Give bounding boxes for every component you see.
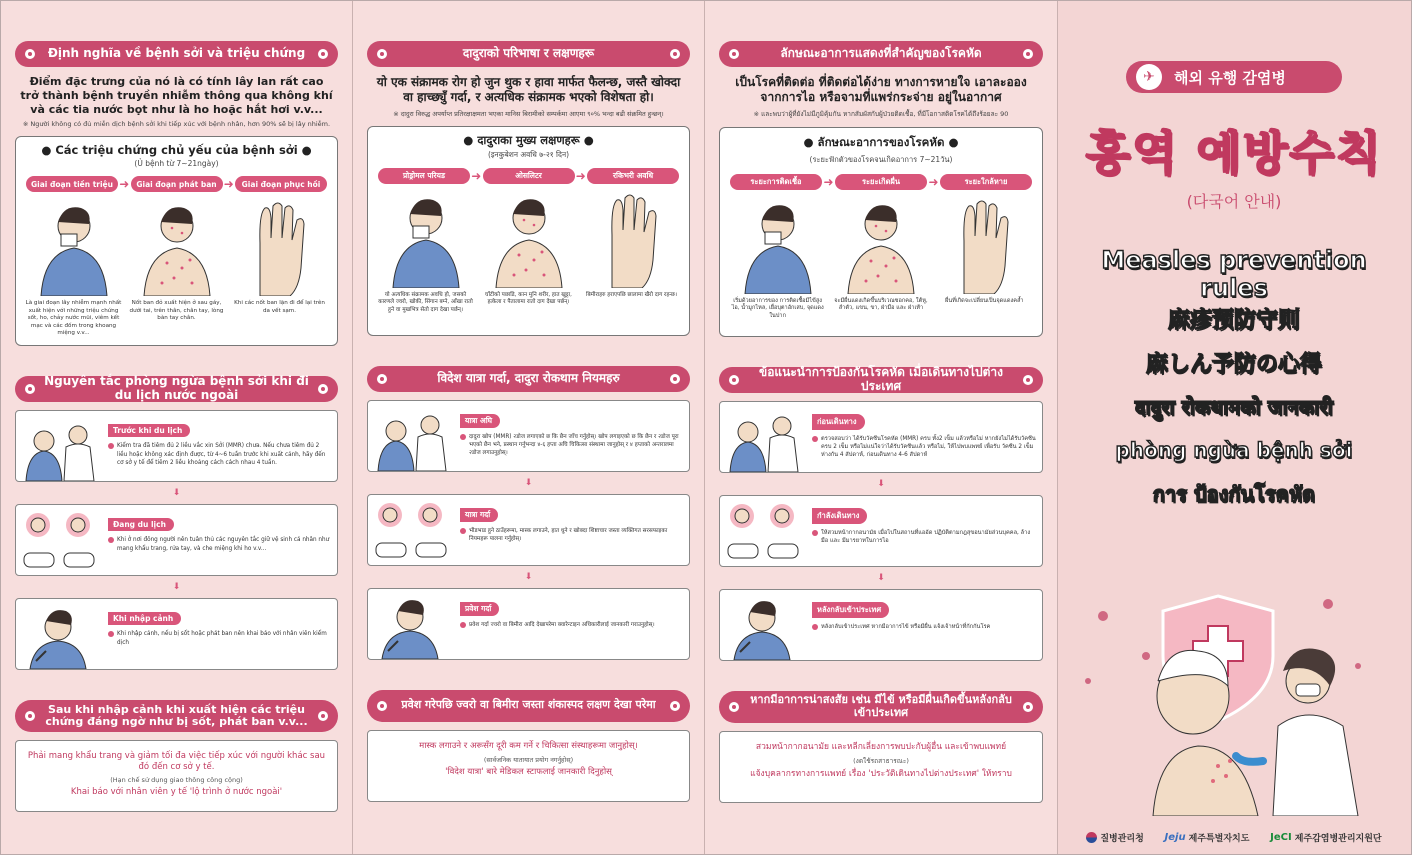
phase-label: ระยะเกิดผื่น: [835, 174, 927, 190]
step-during-travel: [367, 494, 690, 566]
step-during-travel: [15, 504, 338, 576]
symptom-caption: घाँटीको पछाडि, कान मुनि शरीर, हात खुट्टा, हत्केला र पैतालामा रातो दाग देखा पर्छन्।: [485, 291, 572, 306]
symptom-card: [367, 126, 690, 336]
phase-label: Giai đoạn phát ban: [131, 176, 223, 192]
hygiene-icon: [16, 505, 102, 575]
arrow-down-icon: ⬇: [172, 488, 181, 499]
step-on-arrival: [15, 598, 338, 670]
step-before-travel: [15, 410, 338, 482]
phase-row: [726, 174, 1036, 190]
hygiene-icon: [720, 496, 806, 566]
arrow-down-icon: ⬇: [877, 478, 885, 489]
definition-text: เป็นโรคที่ติดต่อ ที่ติดต่อได้ง่าย ทางการหายใจ เอาละออง จากการไอ หรือจามที่แพร่กระจ่าย อยู่ในอากาศ: [735, 75, 1027, 105]
dot-icon: [1023, 702, 1033, 712]
symptom-figures: [726, 196, 1036, 294]
step-during-travel: [719, 495, 1043, 567]
rash-person-illustration: [132, 198, 222, 296]
dot-icon: [729, 702, 739, 712]
symptom-caption: बिमीराहरु हराएपछि छालामा खैरो दाग रहन्छ।: [586, 291, 677, 298]
definition-heading: दादुराको परिभाषा र लक्षणहरू: [367, 41, 690, 67]
step-tag: यात्रा गर्दा: [460, 508, 498, 522]
symptom-caption: เริ่มด้วยอาการของ การติดเชื้อมีไข้สูง ไอ, น้ำมูกไหล, เยื่อบุตาอักเสบ, จุดแดงในปาก: [731, 297, 824, 319]
symptom-captions: [22, 300, 331, 338]
step-tag: प्रवेश गर्दा: [460, 602, 499, 616]
cover-language-thai: การ ป้องกันโรคหัด: [1152, 482, 1316, 506]
cover-language-chinese: 麻疹预防守则: [1167, 307, 1300, 333]
jeju-logo: Jeju 제주특별자치도: [1164, 832, 1250, 844]
dot-icon: [377, 49, 387, 59]
rash-person-illustration: [484, 190, 574, 288]
step-tag: ก่อนเดินทาง: [812, 414, 865, 430]
step-text: Khi nhập cảnh, nếu bị sốt hoặc phát ban nên khai báo với nhân viên kiểm dịch: [108, 630, 331, 647]
panel-thai: [705, 1, 1058, 854]
after-entry-note: (सार्वजनिक यातायात प्रयोग नगर्नुहोस्): [483, 755, 574, 764]
fever-person-icon: [720, 590, 806, 660]
after-entry-card: [719, 731, 1043, 803]
step-text: ตรวจสอบว่า ได้รับวัคซีนโรคหัด (MMR) ครบ ทั้ง2 เข็ม แล้วหรือไม่ หากยังไม่ได้รับวัคซีน ครบ 2 เข็ม หรือไม่แน่ใจว่าได้รับวัคซีนแล้ว หรือไม่, ให้ไปพบแพทย์ เพื่อรับ วัคซีน 2 เข็ม ห่างกัน 4 สัปดาห์, ก่อนเดินทาง 4-6 สัปดาห์: [812, 435, 1036, 460]
definition-heading: ลักษณะอาการแสดงที่สำคัญของโรคหัด: [719, 41, 1043, 67]
dot-icon: [670, 374, 680, 384]
symptom-caption: Là giai đoạn lây nhiễm mạnh nhất xuất hiện với những triệu chứng sốt, ho, chảy nước mũi, viêm kết mạc và các đốm trong khoang miệng v.v...: [25, 300, 122, 337]
arrow-right-icon: ➜: [119, 177, 130, 192]
dot-icon: [1023, 49, 1033, 59]
step-text: प्रवेश गर्दा ज्वरो वा बिमीरा आदि देखापरेमा क्वारेन्टाइन अधिकारीलाई जानकारी गराउनुहोस्।: [460, 621, 683, 629]
dot-icon: [25, 49, 35, 59]
step-before-travel: [719, 401, 1043, 473]
symptom-card: [15, 136, 338, 346]
airplane-icon: ✈: [1136, 64, 1162, 90]
after-entry-instruction: สวมหน้ากากอนามัย และหลีกเลี่ยงการพบปะกับผู้อื่น และเข้าพบแพทย์: [755, 741, 1007, 752]
coughing-person-illustration: [381, 190, 471, 288]
symptom-subtitle: (इनकुबेशन अवधि ७-२१ दिन): [487, 149, 570, 159]
arrow-right-icon: ➜: [928, 174, 939, 189]
dot-icon: [377, 701, 387, 711]
step-tag: Trước khi du lịch: [108, 424, 190, 437]
vaccination-icon: [368, 401, 454, 471]
after-entry-note: (Hạn chế sử dụng giao thông công cộng): [110, 776, 243, 785]
hand-illustration: [939, 196, 1029, 294]
after-entry-instruction: मास्क लगाउने र अरूसँग दूरी कम गर्ने र चिकित्सा संस्थाहरूमा जानुहोस्।: [419, 740, 638, 751]
rash-person-illustration: [836, 196, 926, 294]
definition-note: ※ Người không có đủ miễn dịch bệnh sởi khi tiếp xúc với bệnh nhân, hơn 90% sẽ bị lây nhiễm.: [22, 120, 331, 129]
fever-person-icon: [16, 599, 102, 669]
step-on-arrival: [367, 588, 690, 660]
cover-badge: [1126, 61, 1342, 93]
definition-note: ※ และพบว่าผู้ที่ยังไม่มีภูมิคุ้มกัน หากสัมผัสกับผู้ป่วยติดเชื้อ, ที่มีโอกาสติดโรคได้ถึงร้อยละ 90: [753, 109, 1009, 118]
cover-subtitle: (다국어 안내): [1186, 192, 1282, 211]
vaccination-illustration: [1058, 586, 1410, 816]
dot-icon: [25, 711, 35, 721]
panel-vietnamese: [1, 1, 353, 854]
travel-rules-heading: ข้อแนะนำการป้องกันโรคหัด เมื่อเดินทางไปต่างประเทศ: [719, 367, 1043, 393]
after-entry-report: 'विदेश यात्रा' बारे मेडिकल स्टाफलाई जानकारी दिनुहोस्: [445, 766, 612, 777]
coughing-person-illustration: [733, 196, 823, 294]
after-entry-heading: प्रवेश गरेपछि ज्वरो वा बिमीरा जस्ता शंकास्पद लक्षण देखा परेमा: [367, 690, 690, 722]
step-text: दादुरा खोप (MMR) २डोज लगाएको छ कि छैन जाँच गर्नुहोस्। खोप लगाइएको छ कि छैन र २डोज पूरा भएको छैन भने, प्रस्थान गर्नुभन्दा ४-६ हप्ता अघि चिकित्सा संस्थामा जानुहोस् र ४ हप्ताको अन्तरालमा २डोज लगाउनुहोस्।: [460, 433, 683, 458]
cover-panel: [1058, 1, 1410, 854]
step-before-travel: [367, 400, 690, 472]
symptom-captions: [374, 292, 683, 315]
kdca-mark-icon: [1086, 832, 1097, 843]
dot-icon: [729, 375, 739, 385]
symptom-subtitle: (ระยะฟักตัวของโรคจนเกิดอาการ 7~21วัน): [809, 154, 953, 164]
cover-title: 홍역 예방수칙: [1085, 126, 1383, 180]
jeci-logo: JeCI 제주감염병관리지원단: [1270, 832, 1382, 844]
after-entry-card: [367, 730, 690, 802]
cover-language-japanese: 麻しん予防の心得: [1145, 351, 1322, 377]
after-entry-card: [15, 740, 338, 812]
phase-label: Giai đoạn tiền triệu: [26, 176, 118, 192]
cover-language-english: Measles prevention rules: [1101, 246, 1367, 302]
arrow-down-icon: ⬇: [172, 582, 181, 593]
definition-note: ※ दादुरा विरुद्ध अपर्याप्त प्रतिरक्षाक्षमता भएका मानिस बिरामीको सम्पर्कमा आएमा ९०% भन्दा बढी संक्रमित हुन्छन्।: [393, 109, 664, 118]
hand-illustration: [235, 198, 325, 296]
travel-rules-heading: Nguyên tắc phòng ngừa bệnh sởi khi đi du lịch nước ngoài: [15, 376, 338, 402]
symptom-caption: จะมีผื่นแดงเกิดขึ้นบริเวณซอกคอ, ใต้หู, ลำตัว, แขน, ขา, ฝ่ามือ และ ฝ่าเท้า: [834, 297, 928, 312]
after-entry-note: (งดใช้รถสาธารณะ): [853, 756, 909, 765]
phase-row: [374, 168, 683, 184]
phase-label: प्रोड्रोमल परियड: [378, 168, 470, 184]
symptom-caption: यो अत्यधिक संक्रामक अवधि हो, जसको कारणले ज्वरो, खोकी, सिंगान बग्ने, आँखा रातो हुने वा मुखभित्र सेतो दाग देखा पर्छन्।: [378, 291, 473, 313]
coughing-person-illustration: [29, 198, 119, 296]
symptom-figures: [22, 198, 331, 296]
vaccination-icon: [720, 402, 806, 472]
symptom-caption: Khi các nốt ban lặn đi để lại trên da vết sạm.: [234, 300, 325, 314]
phase-label: रकिभरी अवधि: [587, 168, 679, 184]
symptom-title: ● Các triệu chứng chủ yếu của bệnh sởi ●: [41, 143, 312, 158]
step-tag: यात्रा अघि: [460, 414, 500, 428]
after-entry-instruction: Phải mang khẩu trang và giảm tối đa việc tiếp xúc với người khác sau đó đến cơ sở y tế.: [27, 751, 326, 773]
step-tag: Đang du lịch: [108, 518, 174, 531]
arrow-down-icon: ⬇: [877, 572, 885, 583]
step-text: ให้สวมหน้ากากอนามัย เมื่อไปในสถานที่แออัด ปฏิบัติตามกฎสุขอนามัยส่วนบุคคล, ล้างมือ และ มีมารยาทในการไอ: [812, 529, 1036, 546]
fever-person-icon: [368, 589, 454, 659]
hand-illustration: [587, 190, 677, 288]
cover-language-nepali: दादुरा रोकथामको जानकारी: [1135, 394, 1333, 419]
step-tag: กำลังเดินทาง: [812, 508, 867, 524]
arrow-right-icon: ➜: [575, 168, 586, 183]
arrow-down-icon: ⬇: [524, 477, 533, 488]
cover-language-vietnamese: phòng ngừa bệnh sởi: [1115, 438, 1353, 462]
step-tag: หลังกลับเข้าประเทศ: [812, 602, 889, 618]
symptom-caption: ผื่นที่เกิดจะเปลี่ยนเป็นจุดแดงคล้ำ: [945, 297, 1024, 304]
definition-text: यो एक संक्रामक रोग हो जुन थुक र हावा मार्फत फैलन्छ, जस्तै खोक्दा वा हाच्छ्युँ गर्दा, र अत्यधिक संक्रामक भएको विशेषता हो।: [376, 75, 681, 105]
symptom-card: [719, 127, 1043, 337]
dot-icon: [1023, 375, 1033, 385]
dot-icon: [670, 49, 680, 59]
cover-badge-label: 해외 유행 감염병: [1174, 68, 1286, 87]
definition-text: Điểm đặc trưng của nó là có tính lây lan rất cao trở thành bệnh truyền nhiễm thông qua không khí và các tia nước bọt như là ho hoặc hắt hơi v.v...: [20, 75, 333, 117]
step-text: भीडभाड हुने ठाउँहरूमा, मास्क लगाउने, हात धुने र खोक्दा शिष्टाचार जस्ता व्यक्तिगत सरसफाइका नियमहरू पालना गर्नुहोस्।: [460, 527, 683, 544]
definition-heading: Định nghĩa về bệnh sởi và triệu chứng: [15, 41, 338, 67]
arrow-right-icon: ➜: [223, 177, 234, 192]
symptom-figures: [374, 190, 683, 288]
arrow-right-icon: ➜: [471, 168, 482, 183]
symptom-captions: [726, 298, 1036, 321]
step-tag: Khi nhập cảnh: [108, 612, 181, 625]
phase-label: ระยะใกล้หาย: [940, 174, 1032, 190]
phase-label: ओसलिटर: [483, 168, 575, 184]
arrow-right-icon: ➜: [823, 174, 834, 189]
dot-icon: [318, 384, 328, 394]
vaccination-icon: [16, 411, 102, 481]
phase-label: ระยะการติดเชื้อ: [730, 174, 822, 190]
step-on-arrival: [719, 589, 1043, 661]
step-text: หลังกลับเข้าประเทศ หากมีอาการไข้ หรือมีผื่น แจ้งเจ้าหน้าที่กักกันโรค: [812, 623, 1036, 631]
dot-icon: [318, 711, 328, 721]
after-entry-heading: Sau khi nhập cảnh khi xuất hiện các triệu chứng đáng ngờ như bị sốt, phát ban v.v...: [15, 700, 338, 732]
dot-icon: [25, 384, 35, 394]
after-entry-report: Khai báo với nhân viên y tế 'lộ trình ở nước ngoài': [70, 787, 283, 798]
symptom-title: ● ลักษณะอาการของโรคหัด ●: [803, 134, 959, 149]
after-entry-heading: หากมีอาการน่าสงสัย เช่น มีไข้ หรือมีผื่นเกิดขึ้นหลังกลับเข้าประเทศ: [719, 691, 1043, 723]
symptom-caption: Nốt ban đỏ xuất hiện ở sau gáy, dưới tai, trên thân, chân tay, lòng bàn tay chân.: [129, 300, 224, 322]
dot-icon: [670, 701, 680, 711]
phase-label: Giai đoạn phục hồi: [235, 176, 327, 192]
logo-bar: [1058, 831, 1410, 844]
hygiene-icon: [368, 495, 454, 565]
step-text: Kiểm tra đã tiêm đủ 2 liều vắc xin Sởi (MMR) chưa. Nếu chưa tiêm đủ 2 liều hoặc không xác định được, từ 4~6 tuần trước khi xuất cảnh, hãy đến cơ sở y tế để tiêm 2 liều khoảng cách cách nhau 4 tuần.: [108, 442, 331, 467]
dot-icon: [318, 49, 328, 59]
panel-nepali: [353, 1, 705, 854]
kdca-logo: 질병관리청: [1086, 831, 1143, 844]
step-text: Khi ở nơi đông người nên tuân thủ các nguyên tắc giữ vệ sinh cá nhân như mang khẩu trang, rửa tay, và che miệng khi ho v.v...: [108, 536, 331, 553]
after-entry-report: แจ้งบุคลากรทางการแพทย์ เรื่อง 'ประวัติเดินทางไปต่างประเทศ' ให้ทราบ: [750, 768, 1012, 779]
symptom-subtitle: (Ủ bệnh từ 7~21ngày): [134, 159, 219, 169]
dot-icon: [377, 374, 387, 384]
travel-rules-heading: विदेश यात्रा गर्दा, दादुरा रोकथाम नियमहरु: [367, 366, 690, 392]
symptom-title: ● दादुराका मुख्य लक्षणहरू ●: [463, 132, 594, 147]
arrow-down-icon: ⬇: [524, 571, 533, 582]
phase-row: [22, 176, 331, 192]
dot-icon: [729, 49, 739, 59]
